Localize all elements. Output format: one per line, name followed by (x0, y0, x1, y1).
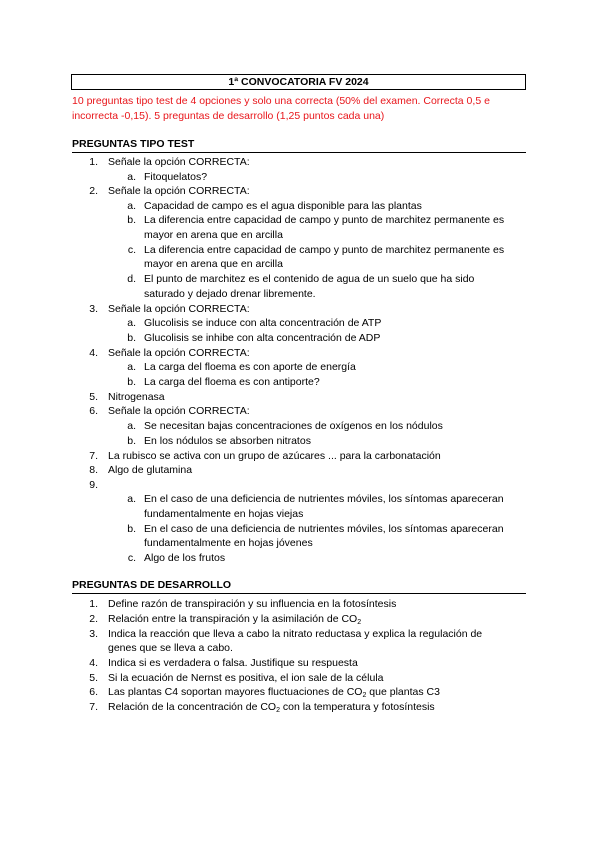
question-number: 6. (89, 686, 98, 698)
option-label: b. (127, 523, 136, 535)
option-label: a. (127, 361, 136, 373)
question-number: 6. (89, 405, 98, 417)
option-label: b. (127, 214, 136, 226)
instructions-line-2: incorrecta -0,15). 5 preguntas de desarrollo (1,25 puntos cada una) (72, 110, 385, 122)
subscript: 2 (357, 619, 362, 626)
subscript: 2 (276, 707, 281, 714)
option-label: a. (127, 420, 136, 432)
question-number: 1. (89, 598, 98, 610)
option-label: a. (127, 200, 136, 212)
option-text: Se necesitan bajas concentraciones de oxígenos en los nódulos (144, 420, 443, 432)
question-text-main: Relación entre la transpiración y la asimilación de CO (108, 613, 358, 625)
option-text-line-2: saturado y dejado drenar libremente. (144, 288, 316, 300)
question-text: Señale la opción CORRECTA: (108, 303, 250, 315)
option-label: c. (127, 552, 136, 564)
question-text (108, 685, 440, 699)
instructions-line-1: 10 preguntas tipo test de 4 opciones y solo una correcta (50% del examen. Correcta 0,5 e (72, 95, 490, 107)
question-text: Nitrogenasa (108, 391, 165, 403)
option-text-line-1: En el caso de una deficiencia de nutrientes móviles, los síntomas apareceran (144, 493, 504, 505)
question-text: Señale la opción CORRECTA: (108, 347, 250, 359)
question-text-before: Relación de la concentración de CO (108, 701, 277, 713)
question-number: 7. (89, 450, 98, 462)
question-number: 3. (89, 303, 98, 315)
question-number: 9. (89, 479, 98, 491)
exam-title: 1ª CONVOCATORIA FV 2024 (71, 74, 526, 90)
subscript: 2 (362, 692, 367, 699)
question-text: Si la ecuación de Nernst es positiva, el ion sale de la célula (108, 672, 384, 684)
option-text: La carga del floema es con aporte de energía (144, 361, 356, 373)
question-number: 4. (89, 347, 98, 359)
question-text: Señale la opción CORRECTA: (108, 156, 250, 168)
option-text-line-2: fundamentalmente en hojas jóvenes (144, 537, 313, 549)
question-text-after: con la temperatura y fotosíntesis (280, 701, 435, 713)
test-section-title: PREGUNTAS TIPO TEST (72, 137, 526, 153)
question-text-before: Las plantas C4 soportan mayores fluctuaciones de CO (108, 686, 363, 698)
option-text: En los nódulos se absorben nitratos (144, 435, 311, 447)
dev-section-title: PREGUNTAS DE DESARROLLO (72, 578, 526, 594)
question-text (108, 700, 435, 714)
question-text-after: que plantas C3 (366, 686, 440, 698)
option-text: Fitoquelatos? (144, 171, 208, 183)
option-label: a. (127, 317, 136, 329)
question-text: Define razón de transpiración y su influencia en la fotosíntesis (108, 598, 397, 610)
question-text: Señale la opción CORRECTA: (108, 185, 250, 197)
question-text-line-1: Indica la reacción que lleva a cabo la nitrato reductasa y explica la regulación de (108, 628, 483, 640)
option-label: b. (127, 435, 136, 447)
question-number: 7. (89, 701, 98, 713)
option-text-line-2: mayor en arena que en arcilla (144, 229, 283, 241)
option-label: c. (127, 244, 136, 256)
question-number: 5. (89, 391, 98, 403)
exam-instructions (72, 94, 530, 124)
option-text-line-1: La diferencia entre capacidad de campo y punto de marchitez permanente es (144, 244, 505, 256)
question-text: Algo de glutamina (108, 464, 193, 476)
question-text: Indica si es verdadera o falsa. Justifique su respuesta (108, 657, 358, 669)
option-label: a. (127, 171, 136, 183)
question-text: Señale la opción CORRECTA: (108, 405, 250, 417)
option-text-line-1: En el caso de una deficiencia de nutrientes móviles, los síntomas apareceran (144, 523, 504, 535)
option-text-line-2: fundamentalmente en hojas viejas (144, 508, 304, 520)
question-number: 8. (89, 464, 98, 476)
option-label: b. (127, 376, 136, 388)
question-number: 3. (89, 628, 98, 640)
question-text: La rubisco se activa con un grupo de azúcares ... para la carbonatación (108, 450, 441, 462)
option-text: Algo de los frutos (144, 552, 226, 564)
question-number: 4. (89, 657, 98, 669)
question-number: 2. (89, 185, 98, 197)
option-text-line-2: mayor en arena que en arcilla (144, 258, 283, 270)
question-number: 5. (89, 672, 98, 684)
option-text: La carga del floema es con antiporte? (144, 376, 320, 388)
question-number: 2. (89, 613, 98, 625)
option-text: Capacidad de campo es el agua disponible para las plantas (144, 200, 422, 212)
question-text (108, 612, 361, 626)
option-text-line-1: La diferencia entre capacidad de campo y punto de marchitez permanente es (144, 214, 505, 226)
option-text: Glucolisis se induce con alta concentración de ATP (144, 317, 382, 329)
option-label: d. (127, 273, 136, 285)
option-text: Glucolisis se inhibe con alta concentración de ADP (144, 332, 381, 344)
option-label: b. (127, 332, 136, 344)
option-label: a. (127, 493, 136, 505)
question-number: 1. (89, 156, 98, 168)
question-text-line-2: genes que se lleva a cabo. (108, 642, 233, 654)
option-text-line-1: El punto de marchitez es el contenido de agua de un suelo que ha sido (144, 273, 475, 285)
